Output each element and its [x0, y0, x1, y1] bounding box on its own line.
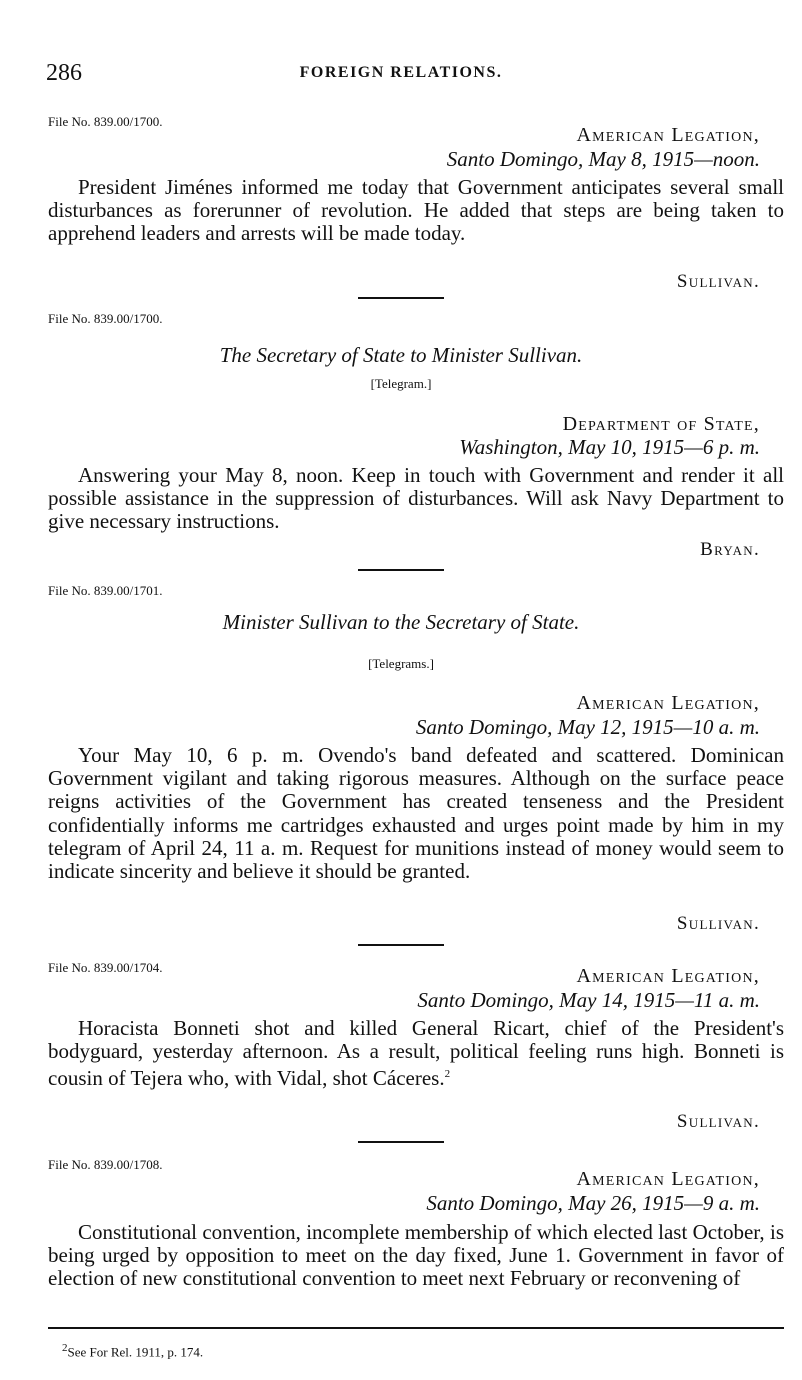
office-line: American Legation, — [576, 1168, 760, 1190]
office-line: American Legation, — [576, 692, 760, 714]
document-heading: Minister Sullivan to the Secretary of State. — [222, 610, 580, 634]
document-heading: The Secretary of State to Minister Sullivan. — [219, 343, 583, 367]
running-head: FOREIGN RELATIONS. — [299, 64, 503, 81]
signature: Sullivan. — [676, 913, 760, 934]
page-number: 286 — [46, 60, 82, 86]
place-date: Washington, May 10, 1915—6 p. m. — [459, 435, 760, 459]
office-line: Department of State, — [562, 413, 760, 435]
file-number: File No. 839.00/1700. — [48, 311, 163, 326]
section-rule — [358, 944, 444, 946]
file-number: File No. 839.00/1704. — [48, 960, 163, 975]
signature: Sullivan. — [676, 271, 760, 292]
message-body — [48, 1017, 784, 1091]
office-line: American Legation, — [576, 965, 760, 987]
section-rule — [358, 297, 444, 299]
footnote-reference: 2 — [444, 1068, 451, 1081]
file-number: File No. 839.00/1701. — [48, 583, 163, 598]
telegram-label: [Telegrams.] — [368, 656, 434, 671]
message-body: President Jiménes informed me today that Government anticipates several small disturbances as forerunner of revolution. He added that steps are being taken to apprehend leaders and arrests will be made today. — [48, 175, 784, 246]
section-rule — [358, 1141, 444, 1143]
file-number: File No. 839.00/1708. — [48, 1157, 163, 1172]
footnote-mark: 2 — [62, 1342, 68, 1354]
telegram-label: [Telegram.] — [370, 376, 432, 391]
place-date: Santo Domingo, May 14, 1915—11 a. m. — [417, 988, 760, 1012]
message-body: Answering your May 8, noon. Keep in touch with Government and render it all possible assistance in the suppression of disturbances. Will ask Navy Department to give necessary instructions. — [48, 463, 784, 534]
signature: Sullivan. — [676, 1111, 760, 1132]
place-date: Santo Domingo, May 8, 1915—noon. — [446, 147, 760, 171]
footnote-text: See For Rel. 1911, p. 174. — [67, 1344, 204, 1360]
office-line: American Legation, — [576, 124, 760, 146]
place-date: Santo Domingo, May 12, 1915—10 a. m. — [415, 715, 760, 739]
file-number: File No. 839.00/1700. — [48, 114, 163, 129]
signature: Bryan. — [700, 539, 760, 560]
footnote-rule — [48, 1327, 784, 1329]
message-body: Constitutional convention, incomplete membership of which elected last October, is being urged by opposition to meet on the day fixed, June 1. Government in favor of election of new constitutional convention to meet next February or reconvening of — [48, 1220, 784, 1291]
message-body: Your May 10, 6 p. m. Ovendo's band defeated and scattered. Dominican Government vigilant and taking rigorous measures. Although on the surface peace reigns activities of the Government has created tenseness and the President confidentially informs me cartridges exhausted and urges point made by him in my telegram of April 24, 11 a. m. Request for munitions instead of money would seem to indicate sincerity and believe it should be granted. — [48, 743, 784, 884]
section-rule — [358, 569, 444, 571]
footnote — [62, 1342, 203, 1360]
message-text: Horacista Bonneti shot and killed General Ricart, chief of the President's bodyguard, yesterday afternoon. As a result, political feeling runs high. Bonneti is cousin of Tejera who, with Vidal, shot Cáceres. — [48, 1016, 784, 1091]
place-date: Santo Domingo, May 26, 1915—9 a. m. — [426, 1191, 760, 1215]
